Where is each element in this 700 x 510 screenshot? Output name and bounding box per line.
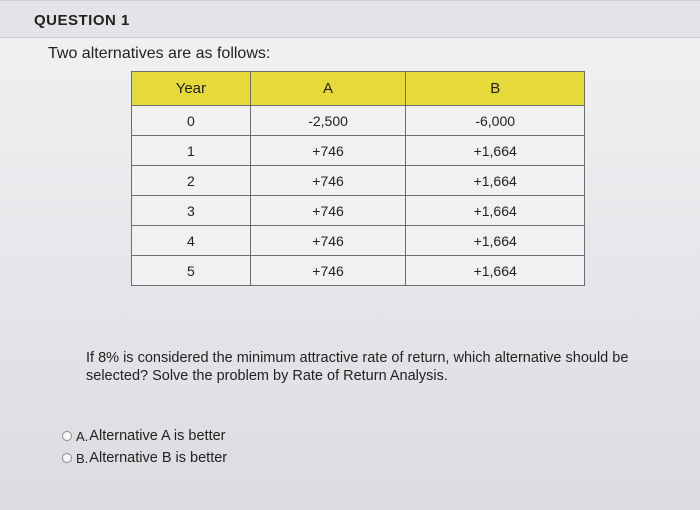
cell-year: 4 [132,226,251,256]
cell-year: 0 [132,106,251,136]
question-prompt: If 8% is considered the minimum attractive rate of return, which alternative should be selected? Solve the problem by Rate of Return Analysis. [86,350,629,384]
cell-a: +746 [250,256,406,286]
table-row [132,166,585,196]
table-row [132,226,585,256]
option-b-radio[interactable] [62,453,72,463]
cell-a: +746 [250,166,406,196]
header-a: A [250,72,406,106]
cell-b: +1,664 [406,136,585,166]
table-row [132,106,585,136]
option-b-label: Alternative B is better [89,450,228,466]
cell-b: +1,664 [406,226,585,256]
table-row [132,196,585,226]
cell-a: +746 [250,136,406,166]
alternatives-table [131,71,585,286]
option-b[interactable] [62,447,227,469]
cell-a: -2,500 [250,106,406,136]
cell-year: 1 [132,136,251,166]
option-a-label: Alternative A is better [89,428,226,444]
cell-b: +1,664 [406,166,585,196]
header-b: B [406,72,585,106]
cell-b: +1,664 [406,256,585,286]
header-year: Year [132,72,251,106]
option-a[interactable] [62,425,227,447]
question-title: QUESTION 1 [34,12,130,29]
option-a-letter: A. [76,428,89,444]
cell-year: 5 [132,256,251,286]
table-row [132,256,585,286]
table-header-row [132,72,585,106]
cell-b: +1,664 [406,196,585,226]
cell-b: -6,000 [406,106,585,136]
cell-year: 2 [132,166,251,196]
cell-year: 3 [132,196,251,226]
cell-a: +746 [250,196,406,226]
question-intro: Two alternatives are as follows: [48,45,271,62]
option-b-letter: B. [76,450,89,466]
cell-a: +746 [250,226,406,256]
answer-options [62,425,227,469]
option-a-radio[interactable] [62,431,72,441]
question-header [0,0,700,38]
table-row [132,136,585,166]
